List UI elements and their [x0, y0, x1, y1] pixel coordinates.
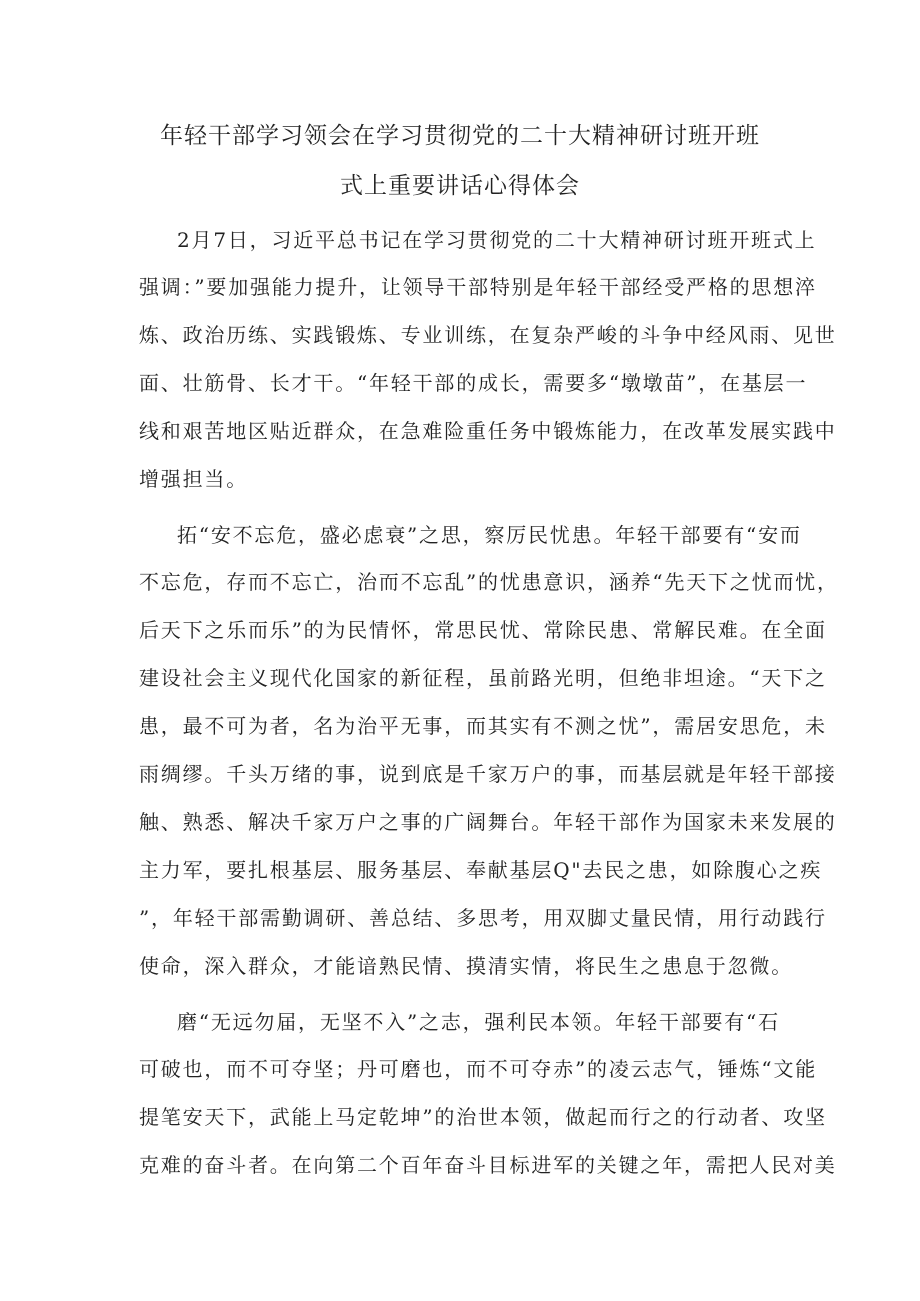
- paragraph-line: ”，年轻干部需勤调研、善总结、多思考，用双脚丈量民情，用行动践行: [139, 906, 827, 930]
- paragraph-line: 雨绸缪。千头万绪的事，说到底是千家万户的事，而基层就是年轻干部接: [139, 762, 837, 786]
- paragraph-line: 触、熟悉、解决千家万户之事的广阔舞台。年轻干部作为国家未来发展的: [139, 810, 837, 834]
- paragraph-line: 克难的奋斗者。在向第二个百年奋斗目标进军的关键之年，需把人民对美: [139, 1153, 837, 1177]
- paragraph-line: 增强担当。: [139, 467, 248, 491]
- paragraph-line: 炼、政治历练、实践锻炼、专业训练，在复杂严峻的斗争中经风雨、见世: [139, 323, 837, 347]
- paragraph-line: 使命，深入群众，才能谙熟民情、摸清实情，将民生之患息于忽微。: [139, 954, 793, 978]
- paragraph-line: 磨“无远勿届，无坚不入”之志，强利民本领。年轻干部要有“石: [177, 1010, 780, 1034]
- paragraph-line: 后天下之乐而乐”的为民情怀，常思民忧、常除民患、常解民难。在全面: [139, 618, 827, 642]
- paragraph-line: 2月7日，习近平总书记在学习贯彻党的二十大精神研讨班开班式上: [177, 228, 817, 252]
- paragraph-line: 主力军，要扎根基层、服务基层、奉献基层Q"去民之患，如除腹心之疾: [139, 858, 823, 882]
- paragraph-line: 线和艰苦地区贴近群众，在急难险重任务中锻炼能力，在改革发展实践中: [139, 419, 837, 443]
- document-title-line-2: 式上重要讲话心得体会: [340, 173, 580, 199]
- paragraph-line: 面、壮筋骨、长才干。“年轻干部的成长，需要多“墩墩苗”，在基层一: [139, 371, 808, 395]
- document-title-line-1: 年轻干部学习领会在学习贯彻党的二十大精神研讨班开班: [160, 123, 760, 149]
- paragraph-line: 拓“安不忘危，盛必虑衰”之思，察厉民忧患。年轻干部要有“安而: [177, 523, 802, 547]
- paragraph-line: 建设社会主义现代化国家的新征程，虽前路光明，但绝非坦途。“天下之: [139, 666, 827, 690]
- paragraph-line: 强调：”要加强能力提升，让领导干部特别是年轻干部经受严格的思想淬: [139, 275, 817, 299]
- paragraph-line: 不忘危，存而不忘亡，治而不忘乱”的忧患意识，涵养“先天下之忧而忧，: [139, 570, 839, 594]
- paragraph-line: 可破也，而不可夺坚；丹可磨也，而不可夺赤”的凌云志气，锤炼“文能: [139, 1057, 818, 1081]
- paragraph-line: 提笔安天下，武能上马定乾坤”的治世本领，做起而行之的行动者、攻坚: [139, 1105, 827, 1129]
- paragraph-line: 患，最不可为者，名为治平无事，而其实有不测之忧”，需居安思危，未: [139, 714, 827, 738]
